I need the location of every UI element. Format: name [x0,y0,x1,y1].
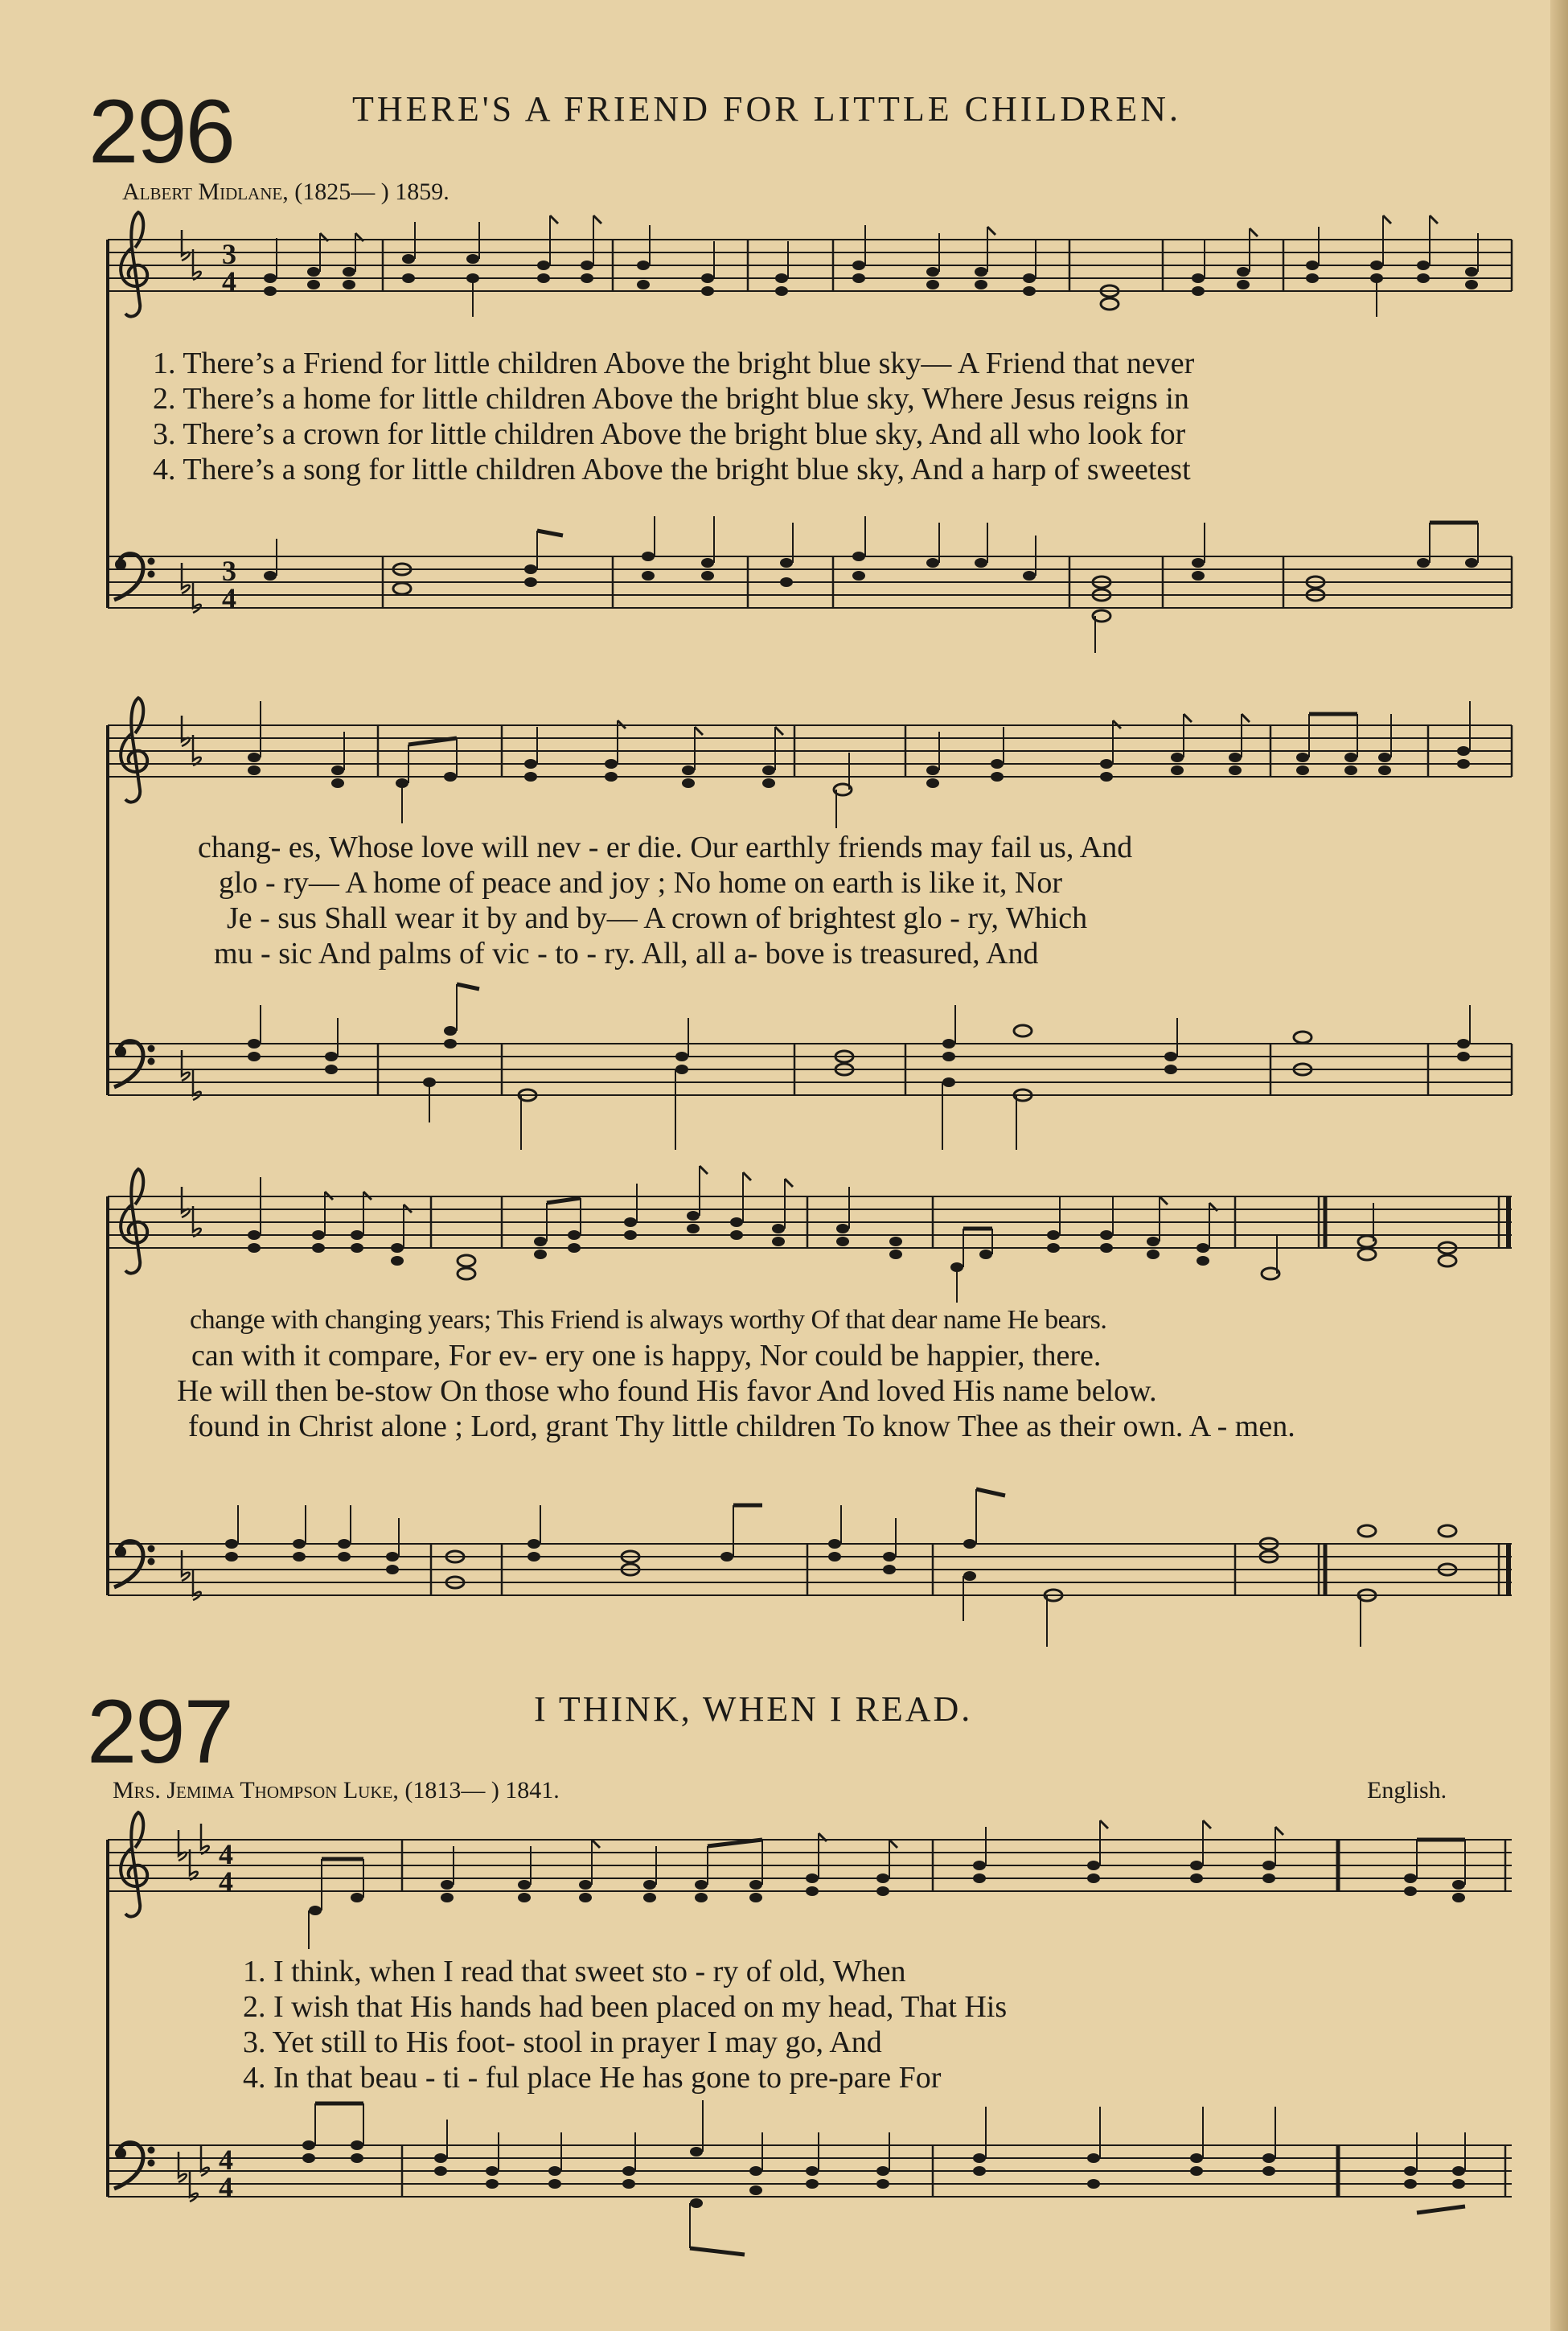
lyric-line: 1. There’s a Friend for little children Above the bright blue sky— A Friend that never [153,347,1195,380]
lyric-line: 2. There’s a home for little children Above the bright blue sky, Where Jesus reigns in [153,382,1189,416]
lyric-line: glo - ry— A home of peace and joy ; No home on earth is like it, Nor [219,866,1062,900]
time-signature [219,1838,233,2203]
svg-text:4: 4 [219,2171,233,2203]
lyric-line: 3. Yet still to His foot- stool in prayer I may go, And [243,2025,882,2059]
svg-text:4: 4 [219,1865,233,1898]
bass-clef-icon [114,1541,154,1587]
svg-text:4: 4 [222,265,236,298]
bass-staff-lines [108,1044,1512,1095]
svg-text:4: 4 [219,2144,233,2176]
eighth-flags [320,215,1438,241]
treble-notes [264,254,1478,296]
key-signature-flats [182,716,201,1100]
bass-half-notes [519,1025,1311,1101]
bass-clef-icon [114,1041,154,1087]
final-double-barlines [1325,1196,1508,1595]
bass-notes [225,1539,976,1581]
svg-text:4: 4 [222,582,236,614]
tune-origin: English. [1367,1777,1447,1804]
treble-staff-lines [108,1840,1512,1891]
lyric-line: found in Christ alone ; Lord, grant Thy little children To know Thee as their own. A - men. [188,1410,1295,1443]
bass-staff-lines [108,556,1512,608]
svg-text:3: 3 [222,238,236,270]
bass-stems [277,516,1478,653]
treble-beams [408,714,1357,745]
svg-text:3: 3 [222,555,236,587]
treble-notes [248,746,1470,788]
bass-stems [261,984,1470,1150]
lyric-line: change with changing years; This Friend is always worthy Of that dear name He bears. [190,1305,1107,1335]
bass-clef-icon [114,554,154,600]
lyric-line: 4. In that beau - ti - ful place He has gone to pre-pare For [243,2061,942,2095]
hymn-number: 296 [88,81,234,182]
lyric-line: can with it compare, For ev- ery one is happy, Nor could be happier, there. [191,1339,1102,1373]
bass-stems [238,1489,1361,1647]
hymn-title: THERE'S A FRIEND FOR LITTLE CHILDREN. [352,89,1182,129]
treble-half-notes [1101,285,1119,310]
bass-beams [457,984,479,989]
lyric-line: mu - sic And palms of vic - to - ry. All, all a- bove is treasured, And [214,937,1039,971]
lyric-line: 1. I think, when I read that sweet sto - ry of old, When [243,1955,906,1988]
treble-clef-icon [121,1812,147,1917]
treble-staff-lines [108,1196,1512,1248]
lyric-line: 3. There’s a crown for little children Above the bright blue sky, And all who look for [153,417,1186,451]
treble-beams [547,1198,992,1229]
bass-beams [315,2103,1465,2255]
bass-half-notes [446,1525,1456,1601]
svg-text:4: 4 [219,1838,233,1870]
eighth-flags [325,1166,1217,1213]
treble-notes [309,1861,1465,1915]
author-credit: Mrs. Jemima Thompson Luke, (1813— ) 1841. [113,1777,560,1804]
lyric-line: chang- es, Whose love will nev - er die. Our earthly friends may fail us, And [198,831,1133,864]
lyric-line: Je - sus Shall wear it by and by— A crown of brightest glo - ry, Which [227,901,1088,935]
treble-clef-icon [121,698,147,802]
bass-beams [537,523,1478,536]
eighth-flags [592,1820,1283,1848]
bass-staff-lines [108,1544,1512,1595]
hymn-number: 297 [87,1681,232,1782]
lyric-line: He will then be-stow On those who found His favor And loved His name below. [177,1374,1157,1408]
lyric-line: 4. There’s a song for little children Above the bright blue sky, And a harp of sweetest [153,453,1191,486]
treble-clef-icon [121,212,147,317]
bass-beams [733,1489,1005,1505]
hymn-title: I THINK, WHEN I READ. [534,1689,973,1729]
bass-clef-icon [114,2143,154,2189]
treble-notes [248,1211,1209,1272]
lyric-line: 2. I wish that His hands had been placed on my head, That His [243,1990,1008,2024]
bass-notes [302,2140,1465,2208]
author-credit: Albert Midlane, (1825— ) 1859. [122,179,449,205]
treble-clef-icon [121,1169,147,1274]
